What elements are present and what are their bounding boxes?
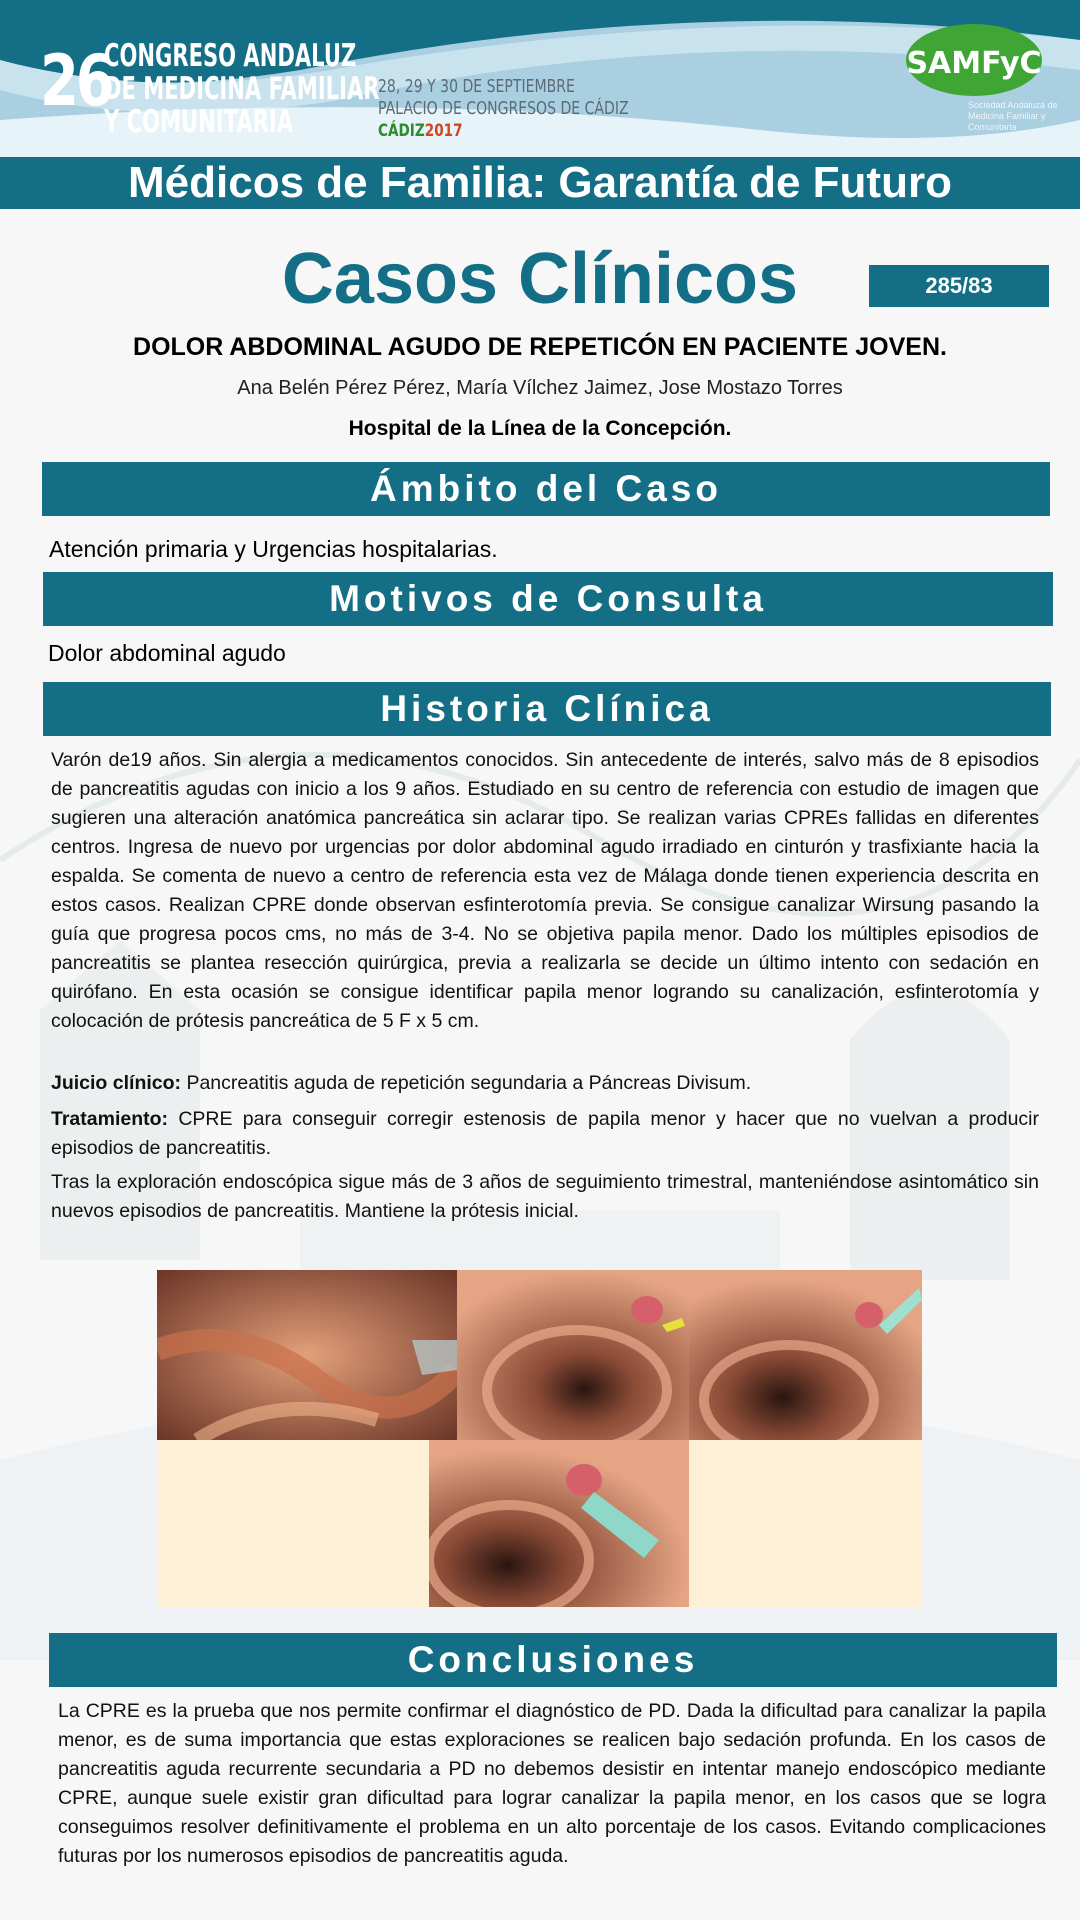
section-header-historia: Historia Clínica — [43, 682, 1051, 736]
historia-text: Varón de19 años. Sin alergia a medicamentos conocidos. Sin antecedente de interés, salvo más de 8 episodios de pancreatitis agudas con inicio a los 9 años. Estudiado en su centro de referencia con estudio de imagen que sugieren una alteración anatómica pancreática sin aclarar tipo. Se realizan varias CPREs fallidas en diferentes centros. Ingresa de nuevo por urgencias por dolor abdominal agudo irradiado en cinturón y trasfixiante hacia la espalda. Se comenta de nuevo a centro de referencia esta vez de Málaga donde tienen experiencia descrita en estos casos. Realizan CPRE donde observan esfinterotomía previa. Se consigue canalizar Wirsung pasando la guía que progresa pocos cms, no más de 3-4. No se objetiva papila menor. Dado los múltiples episodios de pancreatitis se plantea resección quirúrgica, previa a realizarla se decide un último intento con sedación en quirófano. En esta ocasión se consigue identificar papila menor logrando su canalización, esfinterotomía y colocación de prótesis pancreática de 5 F x 5 cm. — [51, 749, 1039, 1032]
ambito-text: Atención primaria y Urgencias hospitalarias. — [49, 536, 498, 562]
case-id-badge: 285/83 — [869, 265, 1049, 307]
section-header-motivos: Motivos de Consulta — [43, 572, 1053, 626]
congress-dates: 28, 29 Y 30 DE SEPTIEMBRE PALACIO DE CONGRESOS DE CÁDIZ — [378, 76, 629, 119]
hospital: Hospital de la Línea de la Concepción. — [348, 417, 732, 440]
tratamiento: Tratamiento: CPRE para conseguir corregir estenosis de papila menor y hacer que no vuelvan a producir episodios de pancreatitis. — [51, 1108, 1039, 1159]
poster-title: Casos Clínicos — [281, 239, 799, 319]
congress-name: CONGRESO ANDALUZ DE MEDICINA FAMILIAR Y COMUNITARIA — [104, 38, 380, 140]
logo-subtitle: Sociedad Andaluza de Medicina Familiar y Comunitaria — [968, 100, 1058, 132]
endoscopy-image-1 — [157, 1270, 457, 1440]
endoscopy-figure — [157, 1270, 922, 1607]
endoscopy-image-2 — [457, 1270, 689, 1440]
endoscopy-image-3 — [689, 1270, 922, 1440]
seguimiento-text: Tras la exploración endoscópica sigue más de 3 años de seguimiento trimestral, manteniéndose asintomático sin nuevos episodios de pancreatitis. Mantiene la prótesis inicial. — [51, 1171, 1039, 1222]
congress-header — [0, 0, 1080, 157]
congress-slogan: Médicos de Familia: Garantía de Futuro — [128, 158, 952, 207]
section-header-conclusiones: Conclusiones — [49, 1633, 1057, 1687]
samfyc-logo — [904, 18, 1044, 98]
section-header-ambito: Ámbito del Caso — [42, 462, 1050, 516]
endoscopy-image-4 — [429, 1440, 689, 1607]
authors: Ana Belén Pérez Pérez, María Vílchez Jaimez, Jose Mostazo Torres — [237, 377, 843, 399]
juicio-clinico: Juicio clínico: Pancreatitis aguda de repetición segundaria a Páncreas Divisum. — [51, 1072, 752, 1094]
motivos-text: Dolor abdominal agudo — [48, 640, 286, 666]
case-title: DOLOR ABDOMINAL AGUDO DE REPETICÓN EN PACIENTE JOVEN. — [133, 333, 947, 361]
congress-city: CÁDIZ2017 — [378, 121, 463, 141]
conclusiones-text: La CPRE es la prueba que nos permite confirmar el diagnóstico de PD. Dada la dificultad para canalizar la papila menor, es de suma importancia que estas exploraciones se realicen bajo sedación profunda. En los casos de pancreatitis aguda recurrente secundaria a PD no debemos desistir en intentar manejo endoscópico mediante CPRE, aunque suele existir gran dificultad para lograr canalizar la papila menor, en los casos que se logra conseguimos resolver definitivamente el problema en un alto porcentaje de los casos. Evitando complicaciones futuras por los numerosos episodios de pancreatitis aguda. — [58, 1700, 1046, 1867]
congress-number: 26 — [40, 40, 112, 122]
svg-text:SAMFyC: SAMFyC — [906, 46, 1042, 81]
